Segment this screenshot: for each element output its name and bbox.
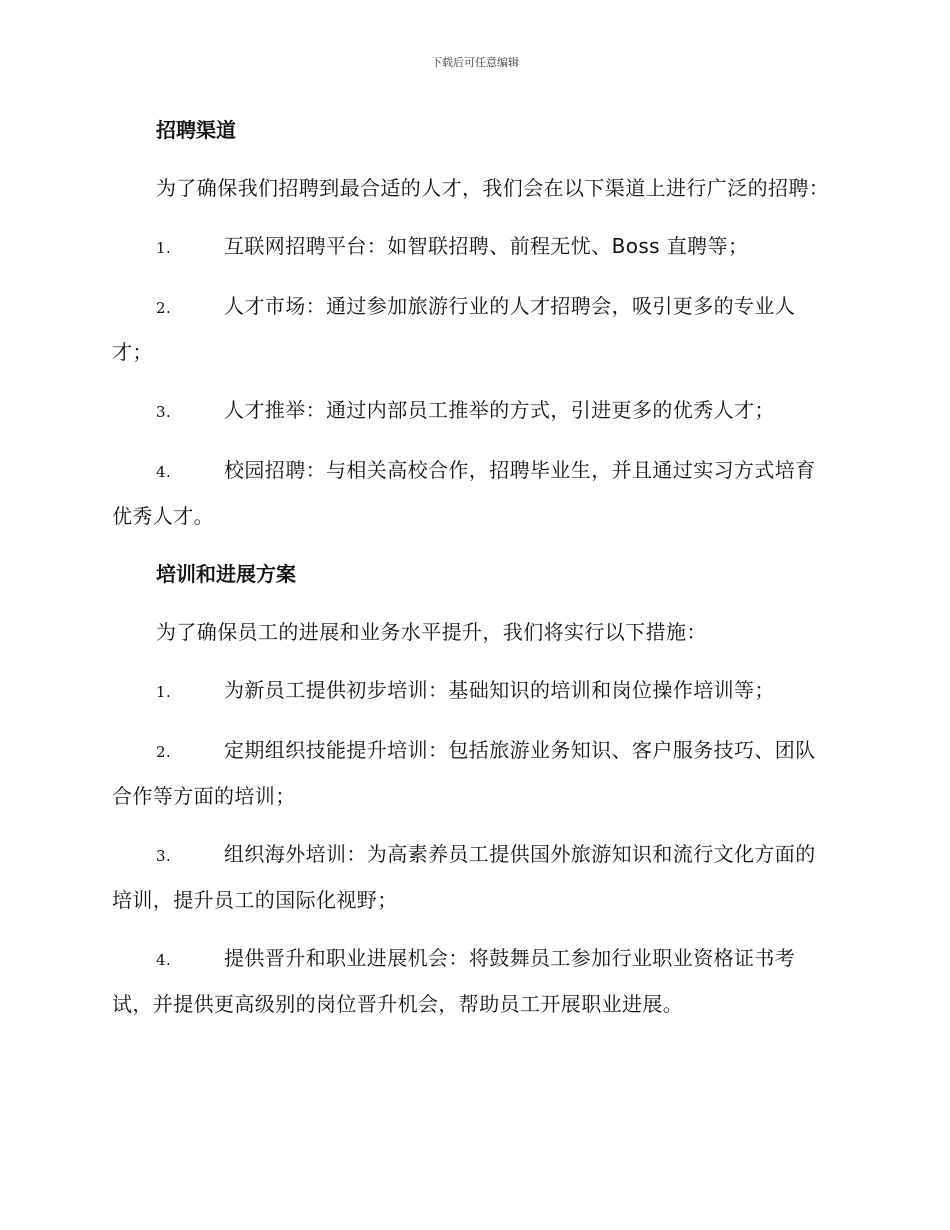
list-item-text: 定期组织技能提升培训：包括旅游业务知识、客户服务技巧、团队合作等方面的培训； [112, 738, 816, 808]
list-item [112, 668, 834, 714]
list-item-number: 2. [156, 743, 172, 761]
list-item-text: 人才推举：通过内部员工推举的方式，引进更多的优秀人才； [224, 398, 775, 422]
section-intro-recruitment: 为了确保我们招聘到最合适的人才，我们会在以下渠道上进行广泛的招聘： [156, 176, 830, 200]
list-item-number: 4. [156, 951, 172, 969]
list-item-text: 互联网招聘平台：如智联招聘、前程无忧、Boss 直聘等； [224, 234, 749, 258]
page-header: 下载后可任意编辑 [431, 56, 519, 69]
list-item [112, 832, 834, 922]
list-item-text: 提供晋升和职业进展机会：将鼓舞员工参加行业职业资格证书考试，并提供更高级别的岗位晋升机会，帮助员工开展职业进展。 [112, 946, 796, 1016]
list-item-number: 3. [156, 403, 172, 421]
section-title-training: 培训和进展方案 [156, 562, 296, 586]
list-item [112, 448, 834, 538]
list-item-number: 4. [156, 463, 172, 481]
list-item-text: 校园招聘：与相关高校合作，招聘毕业生，并且通过实习方式培育优秀人才。 [112, 458, 816, 528]
list-item-number: 1. [156, 239, 172, 257]
list-item [112, 936, 834, 1026]
list-item-number: 3. [156, 847, 172, 865]
list-item-text: 为新员工提供初步培训：基础知识的培训和岗位操作培训等； [224, 678, 775, 702]
list-item [112, 388, 834, 434]
section-title-recruitment: 招聘渠道 [156, 118, 236, 142]
list-item [112, 284, 834, 374]
list-item-text: 人才市场：通过参加旅游行业的人才招聘会，吸引更多的专业人才； [112, 294, 796, 364]
list-item [112, 224, 834, 270]
list-item-number: 2. [156, 299, 172, 317]
list-item [112, 728, 834, 818]
list-item-text: 组织海外培训：为高素养员工提供国外旅游知识和流行文化方面的培训，提升员工的国际化视野； [112, 842, 816, 912]
document-body [112, 108, 834, 1040]
section-intro-training: 为了确保员工的进展和业务水平提升，我们将实行以下措施： [156, 620, 707, 644]
list-item-number: 1. [156, 683, 172, 701]
